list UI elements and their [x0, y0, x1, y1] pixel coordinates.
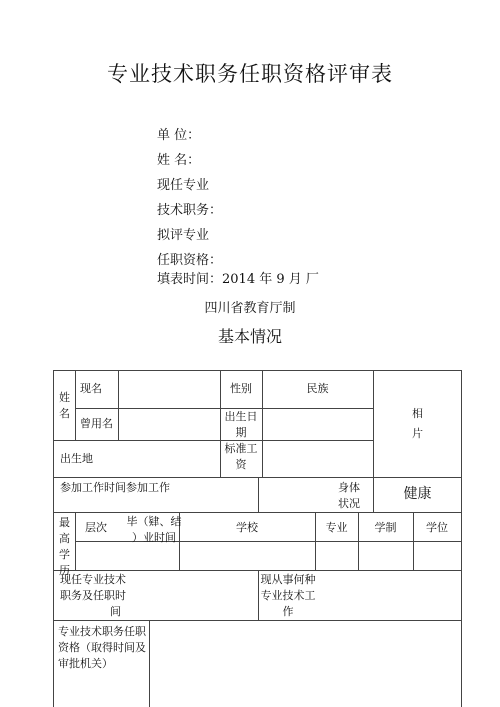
field-proposed-major: 拟评专业 — [157, 228, 210, 243]
table-line — [53, 570, 461, 571]
label-photo: 相 片 — [412, 407, 423, 440]
table-line — [258, 477, 259, 512]
table-line — [118, 370, 119, 440]
label-gender: 性别 — [230, 382, 252, 395]
label-current-post: 现任专业技术 职务及任职时 间 — [60, 573, 126, 618]
label-qualification: 专业技术职务任职 资格（取得时间及 审批机关） — [58, 625, 146, 670]
label-degree: 学位 — [426, 521, 448, 534]
field-fill-date: 填表时间：2014 年 9 月 厂 — [157, 272, 319, 287]
field-tech-post: 技术职务： — [157, 203, 223, 218]
label-name-col: 姓 名 — [59, 391, 70, 420]
value-health: 健康 — [403, 486, 432, 502]
publisher: 四川省教育厅制 — [204, 301, 296, 316]
field-current-major: 现任专业 — [157, 178, 210, 193]
table-line — [53, 512, 461, 513]
label-health: 身体 状况 — [338, 481, 360, 510]
table-line — [53, 440, 373, 441]
label-current-name: 现名 — [80, 382, 102, 395]
label-birth-date: 出生日 期 — [224, 410, 258, 439]
table-line — [75, 512, 76, 570]
label-current-work: 现从事何种 专业技术工 作 — [260, 573, 316, 618]
field-unit: 单 位： — [157, 128, 201, 143]
label-edu-col: 最高 学历 — [59, 516, 70, 577]
label-birthplace: 出生地 — [60, 452, 93, 465]
table-line — [461, 370, 462, 707]
label-former-name: 曾用名 — [80, 417, 113, 430]
section-title: 基本情况 — [217, 327, 282, 346]
table-line — [75, 370, 76, 440]
table-line — [53, 477, 461, 478]
label-major: 专业 — [325, 521, 348, 534]
table-line — [53, 620, 461, 621]
label-standard-wage: 标准工 资 — [224, 442, 258, 471]
label-ethnicity: 民族 — [306, 382, 329, 395]
table-line — [149, 620, 150, 707]
form-title: 专业技术职务任职资格评审表 — [107, 62, 393, 86]
field-qualification: 任职资格： — [157, 253, 223, 268]
label-level: 层次 — [85, 521, 107, 534]
label-duration: 学制 — [374, 521, 397, 534]
label-grad-time: 毕（肄、结 ）业时间 — [126, 515, 182, 544]
table-line — [53, 370, 461, 371]
label-work-start: 参加工作时间参加工作 — [60, 481, 170, 494]
field-name: 姓 名： — [157, 153, 201, 168]
label-school: 学校 — [236, 521, 258, 534]
